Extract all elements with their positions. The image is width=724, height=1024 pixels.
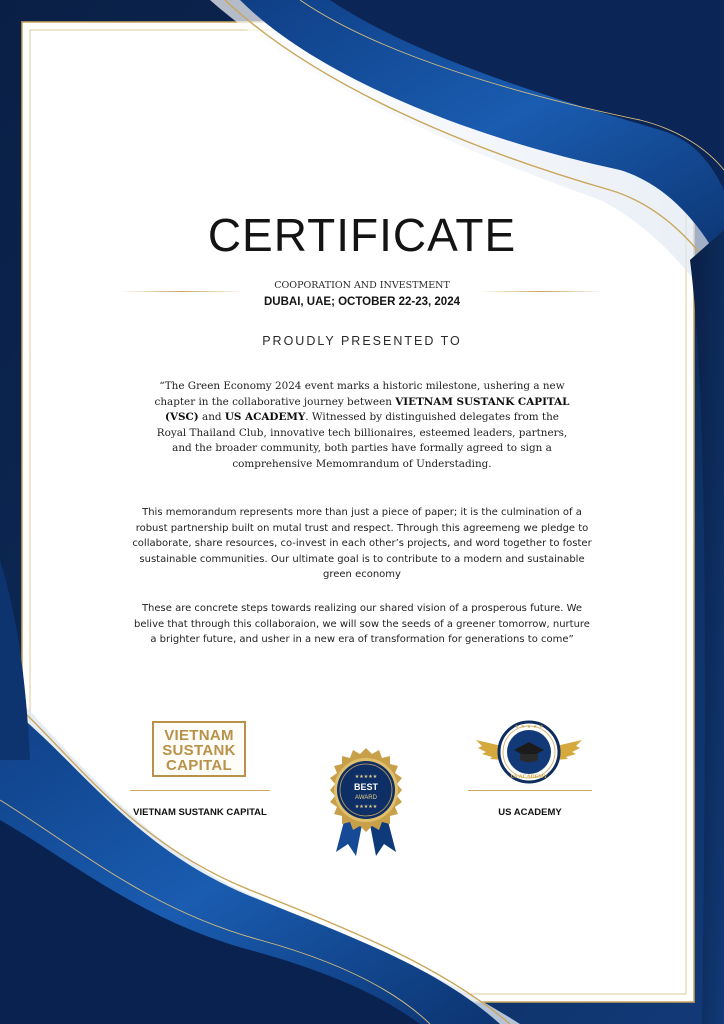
presented-to-label: PROUDLY PRESENTED TO xyxy=(262,334,462,348)
award-badge xyxy=(318,744,414,860)
paragraph-intro-part1: “The Green Economy 2024 event marks a historic milestone, ushering a new chapter in the collaborative journey between xyxy=(154,380,565,408)
paragraph-vision: These are concrete steps towards realizing our shared vision of a prosperous future. We belive that through this collaboraion, we will sow the seeds of a greener tomorrow, nurture a brighter future, and usher in a new era of transformation for generations to come” xyxy=(134,603,590,645)
left-signatory-name: VIETNAM SUSTANK CAPITAL xyxy=(133,807,267,818)
divider-right xyxy=(480,291,604,292)
badge-stars-bottom: ★★★★★ xyxy=(354,804,378,810)
vsc-logo-line-2: SUSTANK xyxy=(162,742,236,759)
vsc-logo xyxy=(152,721,246,777)
vsc-logo-line-1: VIETNAM xyxy=(164,727,234,744)
event-location-date: DUBAI, UAE; OCTOBER 22-23, 2024 xyxy=(264,296,460,308)
certificate-title: CERTIFICATE xyxy=(207,209,517,261)
divider-left xyxy=(120,291,244,292)
paragraph-intro-part2: and xyxy=(198,411,225,424)
us-academy-name-bold: US ACADEMY xyxy=(224,411,306,424)
us-academy-logo-text: US ACADEMY xyxy=(510,774,548,780)
us-academy-logo xyxy=(474,716,584,786)
us-academy-stars: ★ ★ ★ ★ ★ xyxy=(514,724,544,730)
vsc-logo-line-3: CAPITAL xyxy=(166,757,232,774)
certificate-subtitle: COOPORATION AND INVESTMENT xyxy=(274,280,450,291)
paragraph-intro-part3: . Witnessed by distinguished delegates from the Royal Thailand Club, innovative tech billionaires, esteemed leaders, partners, and the broader community, both parties have formally agreed to sign a comprehensive Memomrandum of Understading. xyxy=(156,411,568,470)
badge-line-1: BEST xyxy=(353,782,379,792)
right-signature-line xyxy=(468,790,592,791)
paragraph-memorandum: This memorandum represents more than just a piece of paper; it is the culmination of a robust partnership built on mutal trust and respect. Through this agreemeng we pledge to collaborate, share resources, co-invest in each other’s projects, and word together to foster sustainable communities. Our ultimate goal is to contribute to a modern and sustainable green economy xyxy=(132,507,592,580)
paragraph-intro xyxy=(150,379,574,473)
badge-line-2: AWARD xyxy=(355,795,377,801)
left-signature-line xyxy=(130,790,270,791)
right-signatory-name: US ACADEMY xyxy=(498,807,562,818)
vsc-name-bold: VIETNAM SUSTANK CAPITAL (VSC) xyxy=(165,395,570,424)
badge-stars-top: ★★★★★ xyxy=(354,774,378,780)
